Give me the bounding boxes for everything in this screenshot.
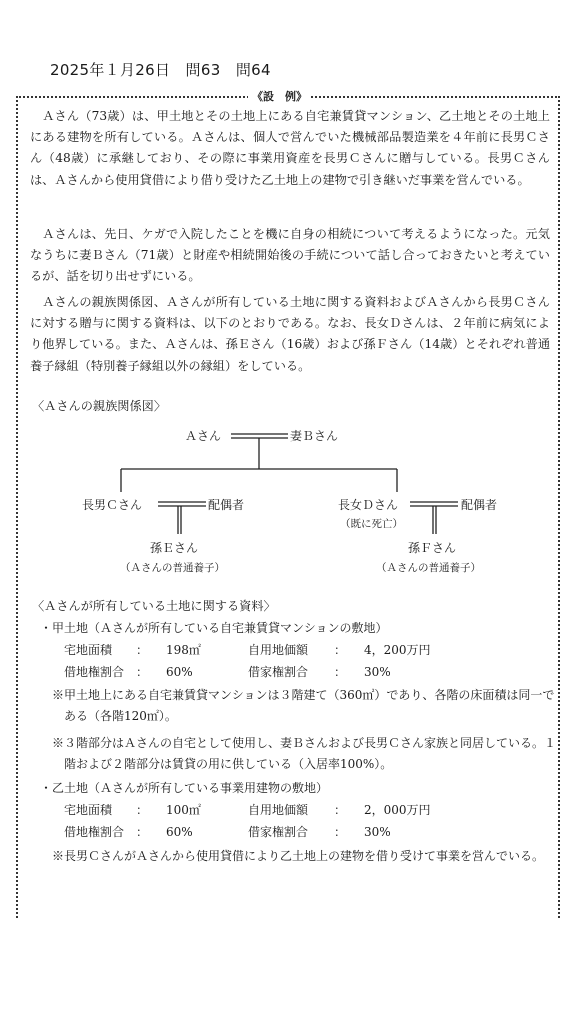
person-d: 長女Ｄさん: [338, 498, 399, 512]
price-label: 自用地価額: [248, 803, 309, 817]
price-label: 自用地価額: [248, 643, 309, 657]
area-label: 宅地面積: [64, 643, 113, 657]
land-kou-row-2: [64, 663, 391, 680]
person-c: 長男Ｃさん: [82, 498, 143, 512]
document-header: 2025年１月26日 問63 問64: [50, 61, 271, 79]
case-title: 《設 例》: [248, 88, 311, 104]
colon: ：: [136, 643, 149, 657]
colon: ：: [136, 803, 149, 817]
colon: ：: [334, 803, 347, 817]
area-label: 宅地面積: [64, 803, 113, 817]
paragraph-3: Ａさんの親族関係図、Ａさんが所有している土地に関する資料およびＡさんから長男Ｃさんに対する贈与に関する資料は、以下のとおりである。なお、長女Ｄさんは、２年前に病気により他界している。また、Ａさんは、孫Ｅさん（16歳）および孫Ｆさん（14歳）とそれぞれ普通養子縁組（特別養子縁組以外の縁組）をしている。: [30, 295, 550, 373]
family-diagram-title: 〈Ａさんの親族関係図〉: [32, 399, 167, 413]
paragraph-2: Ａさんは、先日、ケガで入院したことを機に自身の相続について考えるようになった。元気なうちに妻Ｂさん（71歳）と財産や相続開始後の手続について話し合っておきたいと考えているが、話を切り出せずにいる。: [30, 227, 550, 284]
area-value: 100㎡: [166, 803, 201, 817]
lease-value: 60%: [166, 825, 193, 839]
price-value: 2，000万円: [364, 803, 431, 817]
person-f-note: （Ａさんの普通養子）: [376, 562, 481, 574]
person-b: 妻Ｂさん: [290, 429, 339, 443]
land-otsu-row-2: [64, 823, 391, 840]
land-otsu-heading: ・乙土地（Ａさんが所有している事業用建物の敷地）: [40, 781, 329, 795]
colon: ：: [136, 825, 149, 839]
area-value: 198㎡: [166, 643, 201, 657]
land-kou-note-1: ※甲土地上にある自宅兼賃貸マンションは３階建て（360㎡）であり、各階の床面積は同一である（各階120㎡）。: [52, 688, 555, 723]
land-otsu-row-1: [64, 801, 431, 818]
lease-value: 60%: [166, 665, 193, 679]
person-c-spouse: 配偶者: [208, 498, 245, 512]
land-kou-note-2: ※３階部分はＡさんの自宅として使用し、妻Ｂさんおよび長男Ｃさん家族と同居している。１階および２階部分は賃貸の用に供している（入居率100%）。: [52, 736, 557, 771]
land-kou-heading: ・甲土地（Ａさんが所有している自宅兼賃貸マンションの敷地）: [40, 621, 388, 635]
land-kou-row-1: [64, 641, 431, 658]
paragraph-1: Ａさん（73歳）は、甲土地とその土地上にある自宅兼賃貸マンション、乙土地とその土地上にある建物を所有している。Ａさんは、個人で営んでいた機械部品製造業を４年前に長男Ｃさん（48歳）に承継しており、その際に事業用資産を長男Ｃさんに贈与している。長男Ｃさんは、Ａさんから使用貸借により借り受けた乙土地上の建物で引き継いだ事業を営んでいる。: [30, 109, 550, 187]
colon: ：: [334, 643, 347, 657]
person-e: 孫Ｅさん: [150, 541, 199, 555]
person-d-note: （既に死亡）: [340, 518, 403, 530]
house-label: 借家権割合: [248, 665, 309, 679]
colon: ：: [334, 825, 347, 839]
lease-label: 借地権割合: [64, 665, 125, 679]
person-a: Ａさん: [185, 429, 222, 443]
house-label: 借家権割合: [248, 825, 309, 839]
colon: ：: [136, 665, 149, 679]
person-f: 孫Ｆさん: [408, 541, 457, 555]
house-value: 30%: [364, 665, 391, 679]
colon: ：: [334, 665, 347, 679]
price-value: 4，200万円: [364, 643, 431, 657]
person-e-note: （Ａさんの普通養子）: [120, 562, 225, 574]
person-d-spouse: 配偶者: [461, 498, 498, 512]
lease-label: 借地権割合: [64, 825, 125, 839]
land-data-title: 〈Ａさんが所有している土地に関する資料〉: [32, 599, 276, 613]
land-otsu-note-1: ※長男ＣさんがＡさんから使用貸借により乙土地上の建物を借り受けて事業を営んでいる。: [52, 849, 545, 863]
house-value: 30%: [364, 825, 391, 839]
